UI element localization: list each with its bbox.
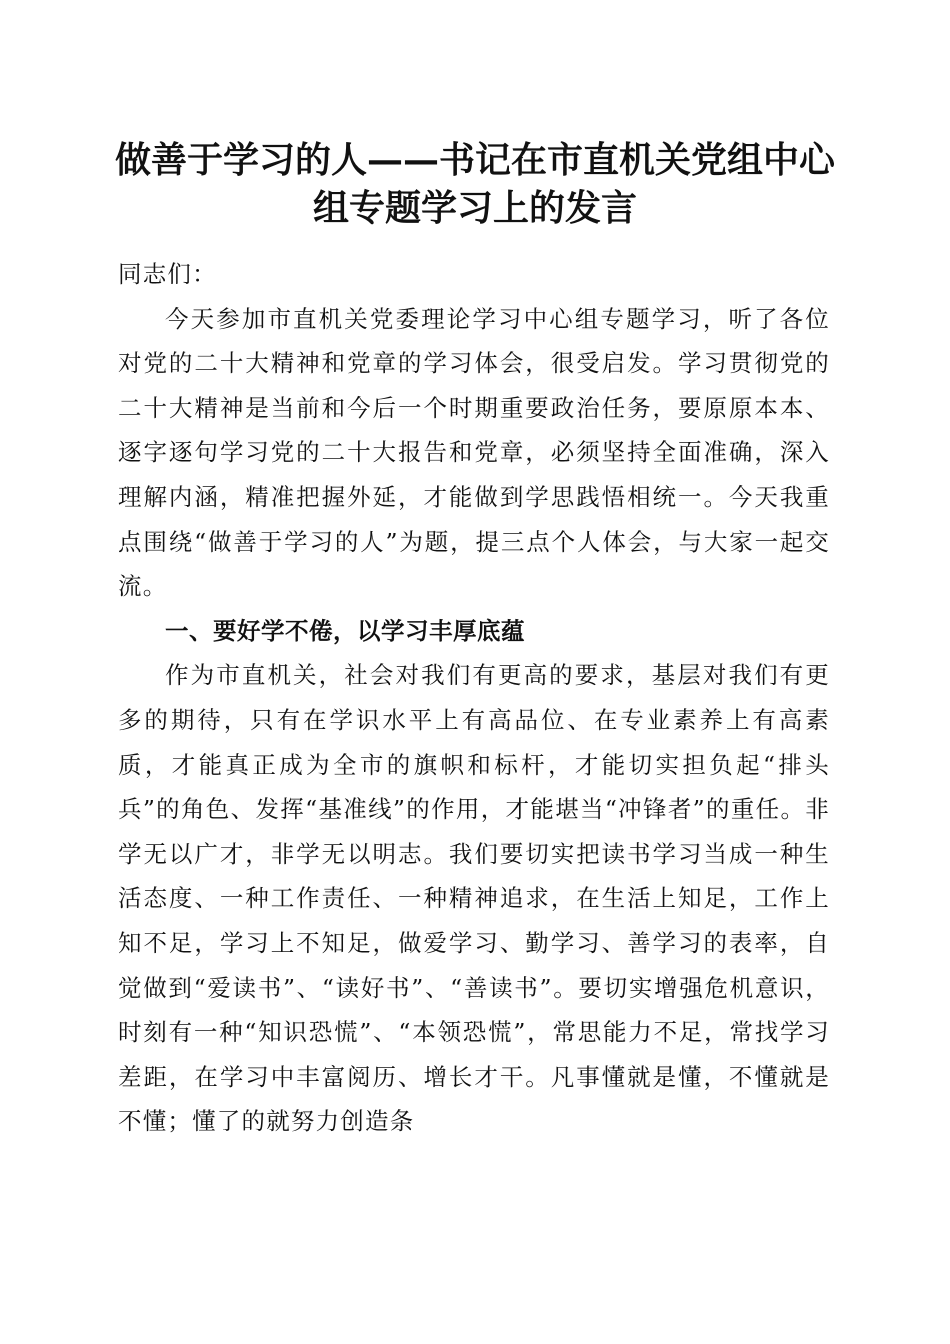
salutation: 同志们： — [118, 260, 217, 288]
document-body — [118, 252, 830, 1144]
document-title — [95, 136, 855, 232]
title-line-2: 组专题学习上的发言 — [312, 187, 637, 229]
intro-paragraph: 今天参加市直机关党委理论学习中心组专题学习，听了各位对党的二十大精神和党章的学习体会，很受启发。学习贯彻党的二十大精神是当前和今后一个时期重要政治任务，要原原本本、逐字逐句学习党的二十大报告和党章，必须坚持全面准确，深入理解内涵，精准把握外延，才能做到学思践悟相统一。今天我重点围绕“做善于学习的人”为题，提三点个人体会，与大家一起交流。 — [118, 304, 830, 601]
section-heading-1: 一、要好学不倦，以学习丰厚底蕴 — [165, 616, 525, 645]
title-line-1: 做善于学习的人——书记在市直机关党组中心 — [114, 139, 835, 181]
section-1-paragraph: 作为市直机关，社会对我们有更高的要求，基层对我们有更多的期待，只有在学识水平上有高品位、在专业素养上有高素质，才能真正成为全市的旗帜和标杆，才能切实担负起“排头兵”的角色、发挥“基准线”的作用，才能堪当“冲锋者”的重任。非学无以广才，非学无以明志。我们要切实把读书学习当成一种生活态度、一种工作责任、一种精神追求，在生活上知足，工作上知不足，学习上不知足，做爱学习、勤学习、善学习的表率，自觉做到“爱读书”、“读好书”、“善读书”。要切实增强危机意识，时刻有一种“知识恐慌”、“本领恐慌”，常思能力不足，常找学习差距，在学习中丰富阅历、增长才干。凡事懂就是懂，不懂就是不懂；懂了的就努力创造条 — [118, 661, 830, 1136]
